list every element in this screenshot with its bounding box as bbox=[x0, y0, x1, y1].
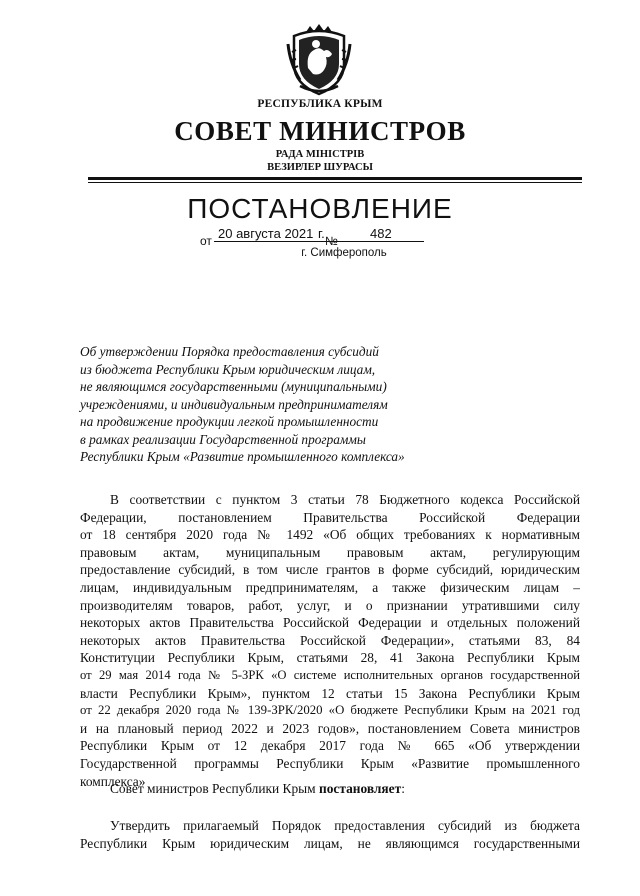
decree-title bbox=[80, 343, 460, 466]
approval-paragraph bbox=[80, 817, 580, 852]
preamble-line: Конституции Республики Крым, статьями 28, 41 Закона Республики Крым bbox=[80, 650, 580, 666]
resolution-prefix: Совет министров Республики Крым bbox=[110, 781, 319, 796]
preamble-line: правовым актам, муниципальным правовым актам, регулирующим bbox=[80, 544, 580, 560]
title-line: Об утверждении Порядка предоставления субсидий bbox=[80, 344, 379, 359]
decree-number: 482 bbox=[370, 226, 392, 241]
council-name-crimean-tatar: ВЕЗИРЛЕР ШУРАСЫ bbox=[267, 162, 373, 173]
title-line: Республики Крым «Развитие промышленного комплекса» bbox=[80, 449, 405, 464]
approval-line: Республики Крым юридическим лицам, не являющимся государственными bbox=[80, 835, 580, 851]
decree-date: 20 августа 2021 bbox=[218, 226, 314, 241]
preamble-line: некоторых актов Правительства Российской Федерации и отдельных положений bbox=[80, 615, 580, 631]
document-type-heading: ПОСТАНОВЛЕНИЕ bbox=[187, 193, 453, 224]
preamble-line: Республики Крым от 12 декабря 2017 года № 665 «Об утверждении bbox=[80, 738, 580, 754]
year-suffix: г. bbox=[318, 226, 325, 241]
preamble-line: В соответствии с пунктом 3 статьи 78 Бюджетного кодекса Российской bbox=[110, 492, 580, 507]
resolution-paragraph bbox=[80, 780, 580, 798]
preamble-line: от 18 сентября 2020 года № 1492 «Об общих требованиях к нормативным bbox=[80, 527, 580, 543]
preamble-line: предоставление субсидий, в том числе грантов в форме субсидий, юридическим bbox=[80, 562, 580, 578]
preamble-line: Федерации, постановлением Правительства Российской Федерации bbox=[80, 509, 580, 525]
title-line: в рамках реализации Государственной программы bbox=[80, 431, 366, 447]
preamble-line: некоторых актов Правительства Российской Федерации», статьями 83, 84 bbox=[80, 632, 580, 648]
resolution-suffix: : bbox=[401, 781, 405, 796]
council-name-ukrainian: РАДА МІНІСТРІВ bbox=[275, 149, 365, 160]
preamble-paragraph bbox=[80, 491, 580, 790]
title-line: не являющимся государственными (муниципальными) bbox=[80, 379, 387, 394]
preamble-line: комплекса» bbox=[80, 773, 146, 789]
approval-line: Утвердить прилагаемый Порядок предоставления субсидий из бюджета bbox=[110, 818, 580, 833]
preamble-line: лицам, индивидуальным предпринимателям, а также физическим лицам – bbox=[80, 579, 580, 595]
republic-name: РЕСПУБЛИКА КРЫМ bbox=[257, 98, 383, 110]
preamble-line: от 29 мая 2014 года № 5-ЗРК «О системе исполнительных органов государственной bbox=[80, 667, 580, 682]
council-name: СОВЕТ МИНИСТРОВ bbox=[174, 116, 466, 146]
coat-of-arms-icon bbox=[286, 24, 352, 96]
preamble-line: власти Республики Крым», пунктом 12 статьи 15 Закона Республики Крым bbox=[80, 685, 580, 701]
number-underline bbox=[350, 241, 424, 242]
preamble-line: от 22 декабря 2020 года № 139-ЗРК/2020 «О бюджете Республики Крым на 2021 год bbox=[80, 703, 580, 718]
resolution-verb: постановляет bbox=[318, 781, 402, 796]
header-divider-thin bbox=[88, 182, 582, 183]
title-line: из бюджета Республики Крым юридическим лицам, bbox=[80, 361, 376, 377]
preamble-line: Государственной программы Республики Крым «Развитие промышленного bbox=[80, 755, 580, 771]
issuing-city: г. Симферополь bbox=[301, 247, 387, 259]
preamble-line: и на плановый период 2022 и 2023 годов», постановлением Совета министров bbox=[80, 720, 580, 736]
number-label: № bbox=[325, 234, 338, 248]
preamble-line: производителям товаров, работ, услуг, и о признании утратившими силу bbox=[80, 597, 580, 613]
header-divider-thick bbox=[88, 177, 582, 180]
resolution-line bbox=[80, 780, 580, 798]
from-label: от bbox=[200, 234, 212, 248]
title-line: на продвижение продукции легкой промышленности bbox=[80, 414, 379, 429]
title-line: учреждениями, и индивидуальным предпринимателям bbox=[80, 396, 388, 412]
